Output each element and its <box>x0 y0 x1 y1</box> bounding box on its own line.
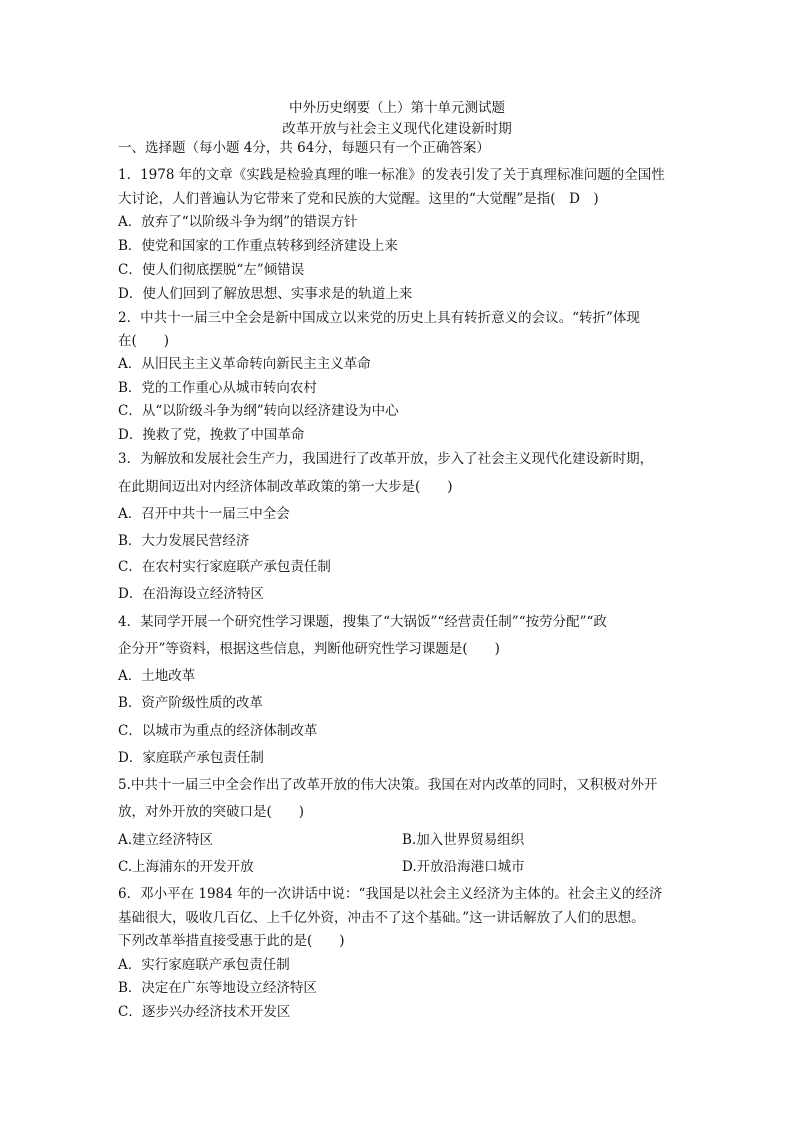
q6-option-b: B．决定在广东等地设立经济特区 <box>118 980 317 996</box>
q3-option-d: D．在沿海设立经济特区 <box>118 586 264 602</box>
q1-stem-line2: 大讨论，人们普遍认为它带来了党和民族的大觉醒。这里的“大觉醒”是指( D ) <box>118 191 599 207</box>
q3-stem-line1: 3．为解放和发展社会生产力，我国进行了改革开放，步入了社会主义现代化建设新时期， <box>118 451 654 467</box>
q5-stem-line1: 5.中共十一届三中全会作出了改革开放的伟大决策。我国在对内改革的同时，又积极对外开 <box>118 777 658 793</box>
q6-stem-line3: 下列改革举措直接受惠于此的是( ) <box>118 933 345 949</box>
q4-stem-line1: 4．某同学开展一个研究性学习课题，搜集了“大锅饭”“经营责任制”“按劳分配”“政 <box>118 614 607 630</box>
q2-option-d: D．挽救了党，挽救了中国革命 <box>118 427 305 443</box>
q6-stem-line2: 基础很大，吸收几百亿、上千亿外资，冲击不了这个基础。”这一讲话解放了人们的思想。 <box>118 910 645 926</box>
q5-option-b: B.加入世界贸易组织 <box>402 832 525 848</box>
q5-option-d: D.开放沿海港口城市 <box>402 859 525 875</box>
q2-option-a: A．从旧民主主义革命转向新民主主义革命 <box>118 356 371 372</box>
q6-stem-line1: 6．邓小平在 1984 年的一次讲话中说：“我国是以社会主义经济为主体的。社会主义的经济 <box>118 886 663 902</box>
q4-option-a: A．土地改革 <box>118 668 196 684</box>
q5-option-a: A.建立经济特区 <box>118 832 214 848</box>
q6-option-c: C．逐步兴办经济技术开发区 <box>118 1004 291 1020</box>
q1-option-a: A．放弃了“以阶级斗争为纲”的错误方针 <box>118 214 358 230</box>
q4-stem-line2: 企分开”等资料，根据这些信息，判断他研究性学习课题是( ) <box>118 641 500 657</box>
q3-option-b: B．大力发展民营经济 <box>118 533 250 549</box>
q1-option-b: B．使党和国家的工作重点转移到经济建设上来 <box>118 238 398 254</box>
q3-stem-line2: 在此期间迈出对内经济体制改革政策的第一大步是( ) <box>118 479 453 495</box>
q4-option-c: C．以城市为重点的经济体制改革 <box>118 723 318 739</box>
q3-option-c: C．在农村实行家庭联产承包责任制 <box>118 559 331 575</box>
q4-option-d: D．家庭联产承包责任制 <box>118 750 264 766</box>
q4-option-b: B．资产阶级性质的改革 <box>118 695 263 711</box>
q1-option-c: C．使人们彻底摆脱“左”倾错误 <box>118 262 305 278</box>
q5-stem-line2: 放，对外开放的突破口是( ) <box>118 804 305 820</box>
q5-option-c: C.上海浦东的开发开放 <box>118 859 254 875</box>
document-title: 中外历史纲要（上）第十单元测试题 <box>289 100 505 116</box>
q3-option-a: A．召开中共十一届三中全会 <box>118 506 290 522</box>
q1-stem-line1: 1．1978 年的文章《实践是检验真理的唯一标准》的发表引发了关于真理标准问题的全国性 <box>118 167 665 183</box>
q2-option-c: C．从“以阶级斗争为纲”转向以经济建设为中心 <box>118 403 399 419</box>
q2-option-b: B．党的工作重心从城市转向农村 <box>118 380 317 396</box>
q2-stem-line1: 2．中共十一届三中全会是新中国成立以来党的历史上具有转折意义的会议。“转折”体现 <box>118 310 640 326</box>
section-heading: 一、选择题（每小题 4分，共 64分，每题只有一个正确答案） <box>118 140 490 156</box>
document-subtitle: 改革开放与社会主义现代化建设新时期 <box>282 121 512 137</box>
q2-stem-line2: 在( ) <box>118 333 170 349</box>
q1-option-d: D．使人们回到了解放思想、实事求是的轨道上来 <box>118 286 413 302</box>
q6-option-a: A．实行家庭联产承包责任制 <box>118 957 290 973</box>
